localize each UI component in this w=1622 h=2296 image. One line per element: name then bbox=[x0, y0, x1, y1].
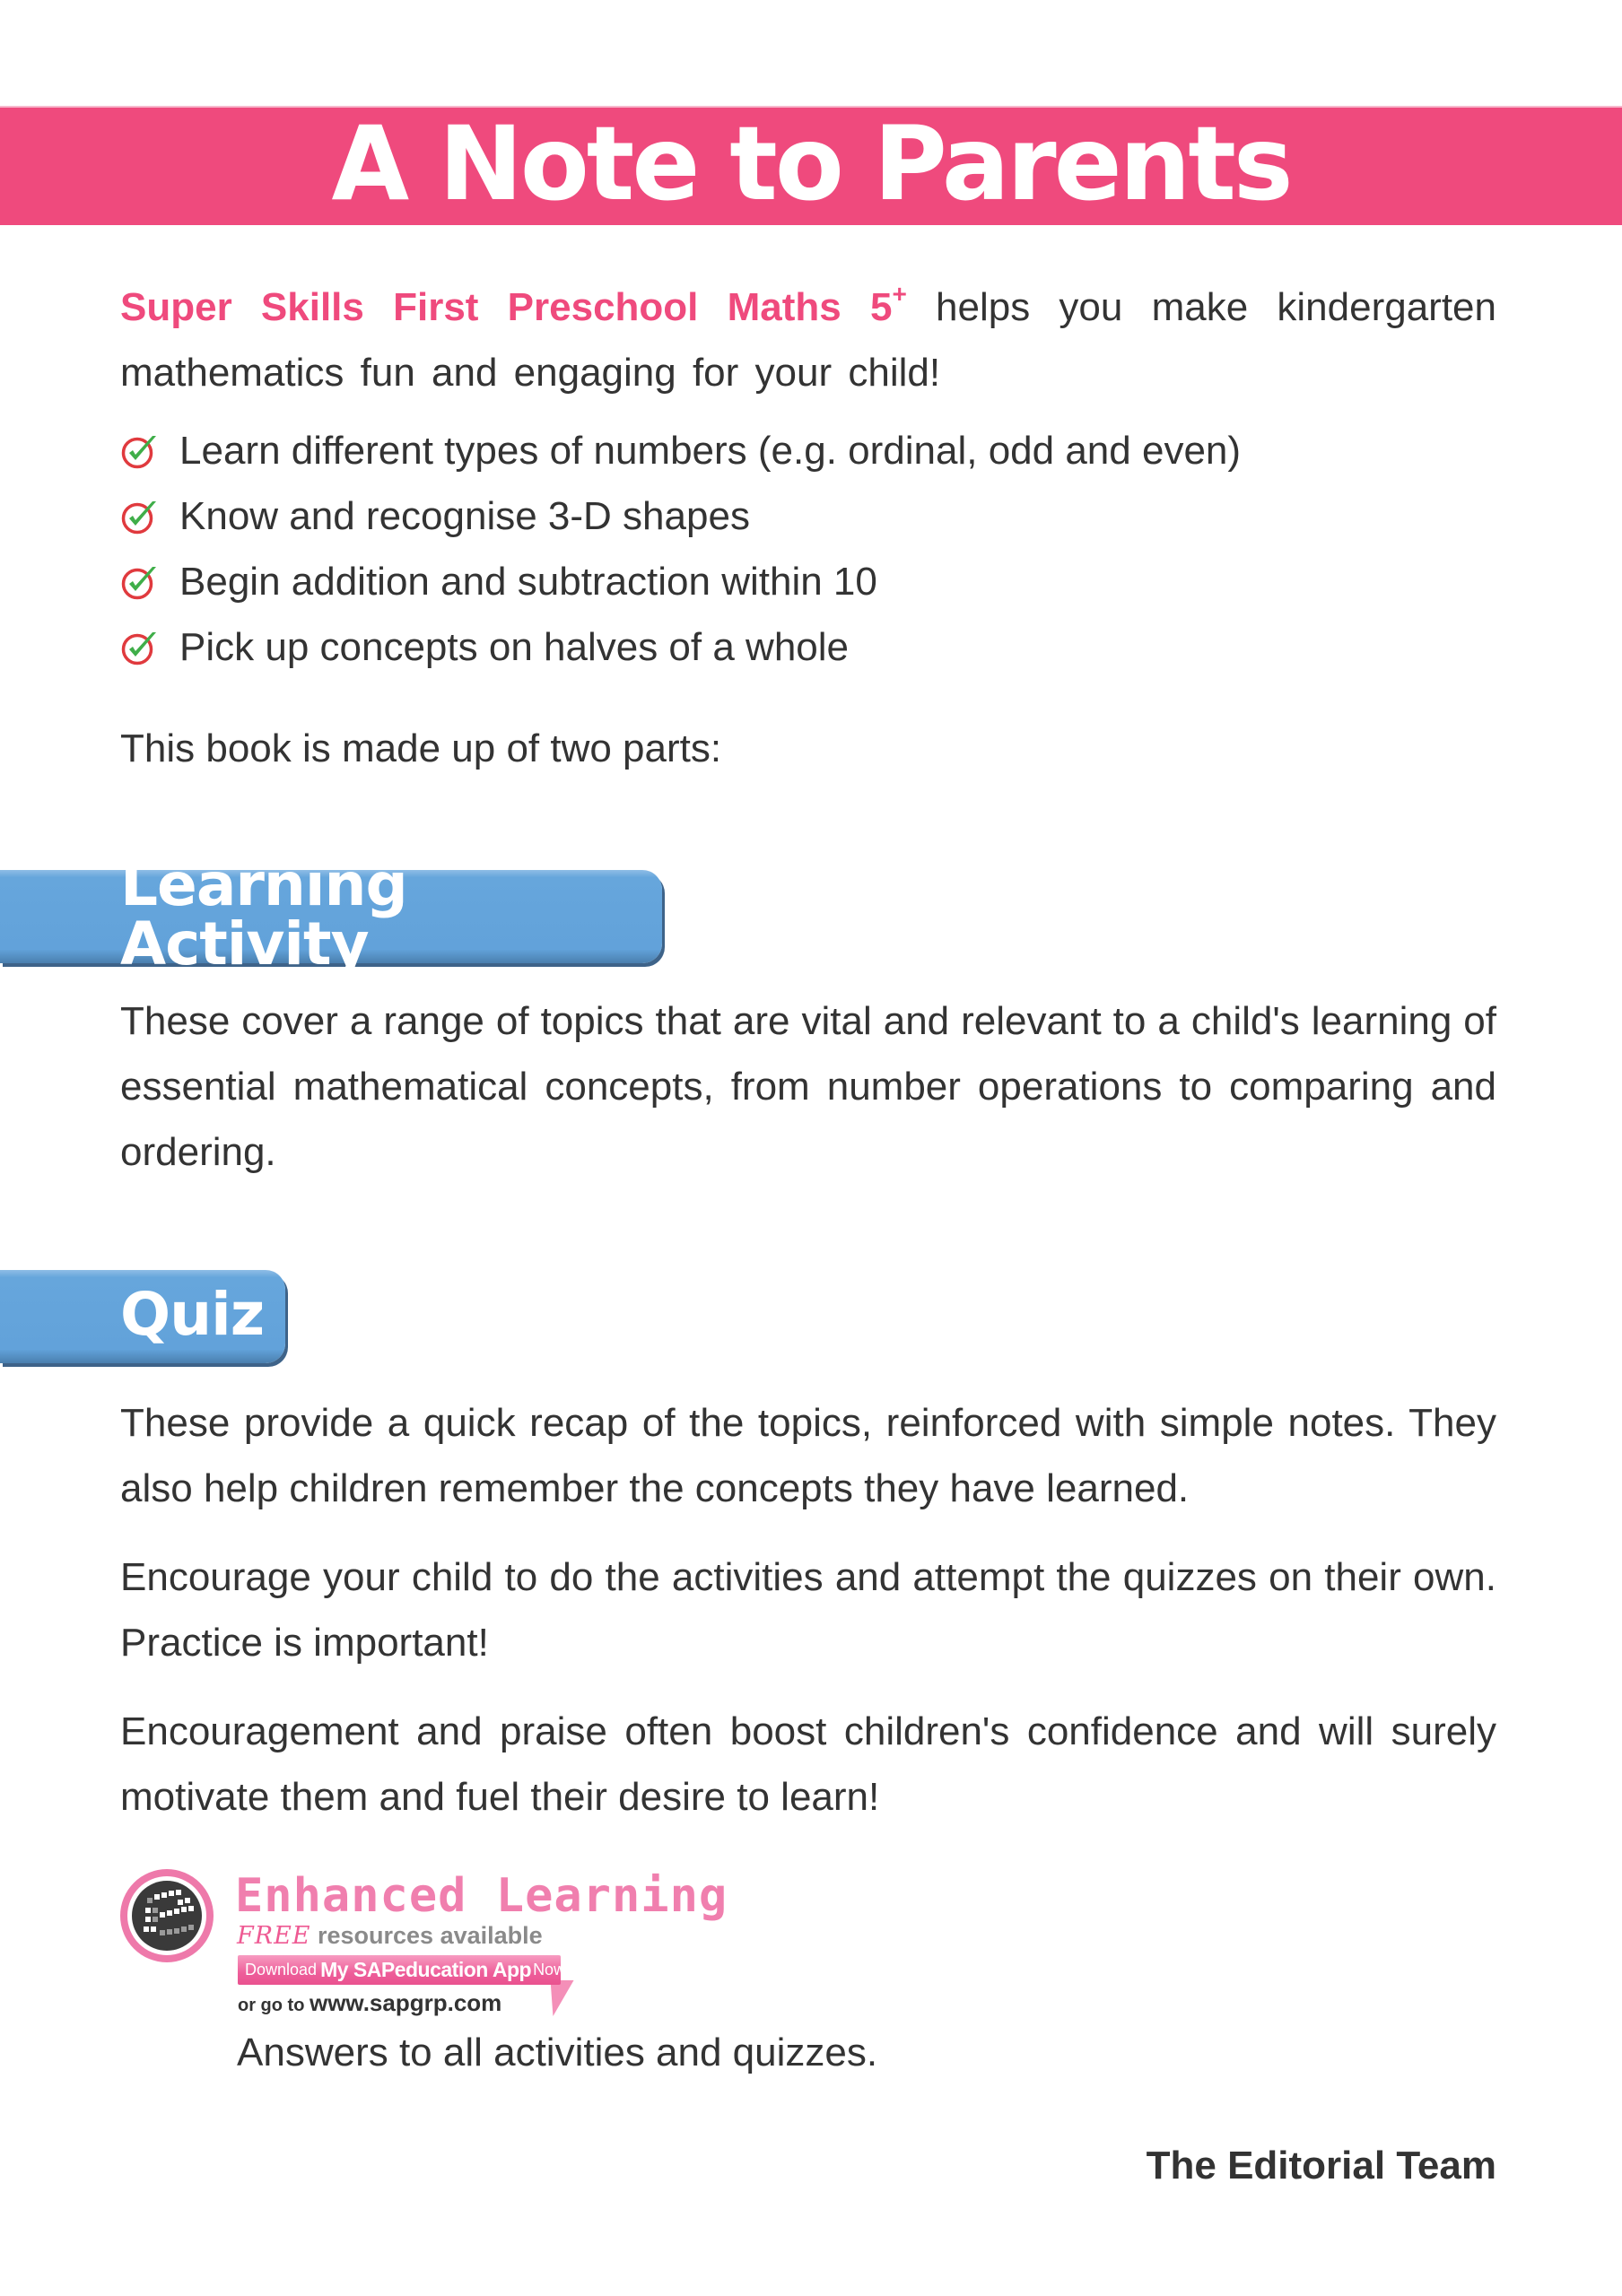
free-label: FREE bbox=[237, 1922, 311, 1950]
list-item-label: Pick up concepts on halves of a whole bbox=[179, 625, 850, 669]
check-circle-icon bbox=[120, 628, 160, 667]
title-banner bbox=[0, 106, 1622, 225]
list-item-label: Learn different types of numbers (e.g. ordinal, odd and even) bbox=[179, 429, 1242, 473]
enhanced-learning-logo bbox=[118, 1867, 800, 2020]
list-item bbox=[120, 418, 1496, 483]
website-line bbox=[238, 1989, 501, 2017]
list-item-label: Begin addition and subtraction within 10 bbox=[179, 560, 877, 604]
encourage-paragraph: Encourage your child to do the activities and attempt the quizzes on their own. Practice is important! bbox=[120, 1555, 1496, 1665]
list-item bbox=[120, 549, 1496, 614]
list-item bbox=[120, 483, 1496, 549]
book-title-superscript: + bbox=[892, 280, 907, 309]
book-title bbox=[120, 280, 907, 329]
praise-paragraph: Encouragement and praise often boost children's confidence and will surely motivate them and fuel their desire to learn! bbox=[120, 1709, 1496, 1819]
book-title-text: Super Skills First Preschool Maths 5 bbox=[120, 285, 893, 329]
section-heading-label: Quiz bbox=[120, 1280, 265, 1349]
parts-intro: This book is made up of two parts: bbox=[120, 726, 722, 770]
speech-bubble-tail bbox=[529, 1980, 573, 2016]
download-app-banner[interactable] bbox=[238, 1955, 571, 1985]
learning-activity-description: These cover a range of topics that are vital and relevant to a child's learning of essential mathematical concepts, from number operations to comparing and ordering. bbox=[120, 999, 1496, 1174]
intro-paragraph bbox=[120, 274, 1496, 405]
intro-text: helps you make kindergarten mathematics fun and engaging for your child! bbox=[120, 285, 1496, 395]
section-heading-learning-activity bbox=[0, 850, 662, 978]
enhanced-learning-title: Enhanced Learning bbox=[235, 1869, 728, 1923]
signoff: The Editorial Team bbox=[1146, 2144, 1496, 2187]
website-link[interactable]: www.sapgrp.com bbox=[309, 1989, 502, 2016]
download-suffix: Now! bbox=[533, 1961, 571, 1979]
quiz-description: These provide a quick recap of the topics, reinforced with simple notes. They also help children remember the concepts they have learned. bbox=[120, 1401, 1496, 1510]
learning-goals-list bbox=[120, 418, 1496, 680]
answers-note: Answers to all activities and quizzes. bbox=[237, 2031, 878, 2074]
section-heading-label: Learning Activity bbox=[120, 850, 407, 978]
list-item bbox=[120, 614, 1496, 680]
page-title: A Note to Parents bbox=[331, 104, 1291, 223]
check-circle-icon bbox=[120, 431, 160, 471]
free-resources-label bbox=[237, 1923, 543, 1948]
download-prefix: Download bbox=[245, 1961, 318, 1979]
goto-prefix: or go to bbox=[238, 1996, 310, 2015]
section-heading-quiz bbox=[0, 1270, 285, 1363]
check-circle-icon bbox=[120, 562, 160, 602]
check-circle-icon bbox=[120, 497, 160, 536]
app-name: My SAPeducation App bbox=[320, 1958, 532, 1981]
resources-label: resources available bbox=[310, 1922, 543, 1949]
enhanced-learning-badge-icon bbox=[118, 1867, 215, 1964]
list-item-label: Know and recognise 3-D shapes bbox=[179, 494, 750, 538]
